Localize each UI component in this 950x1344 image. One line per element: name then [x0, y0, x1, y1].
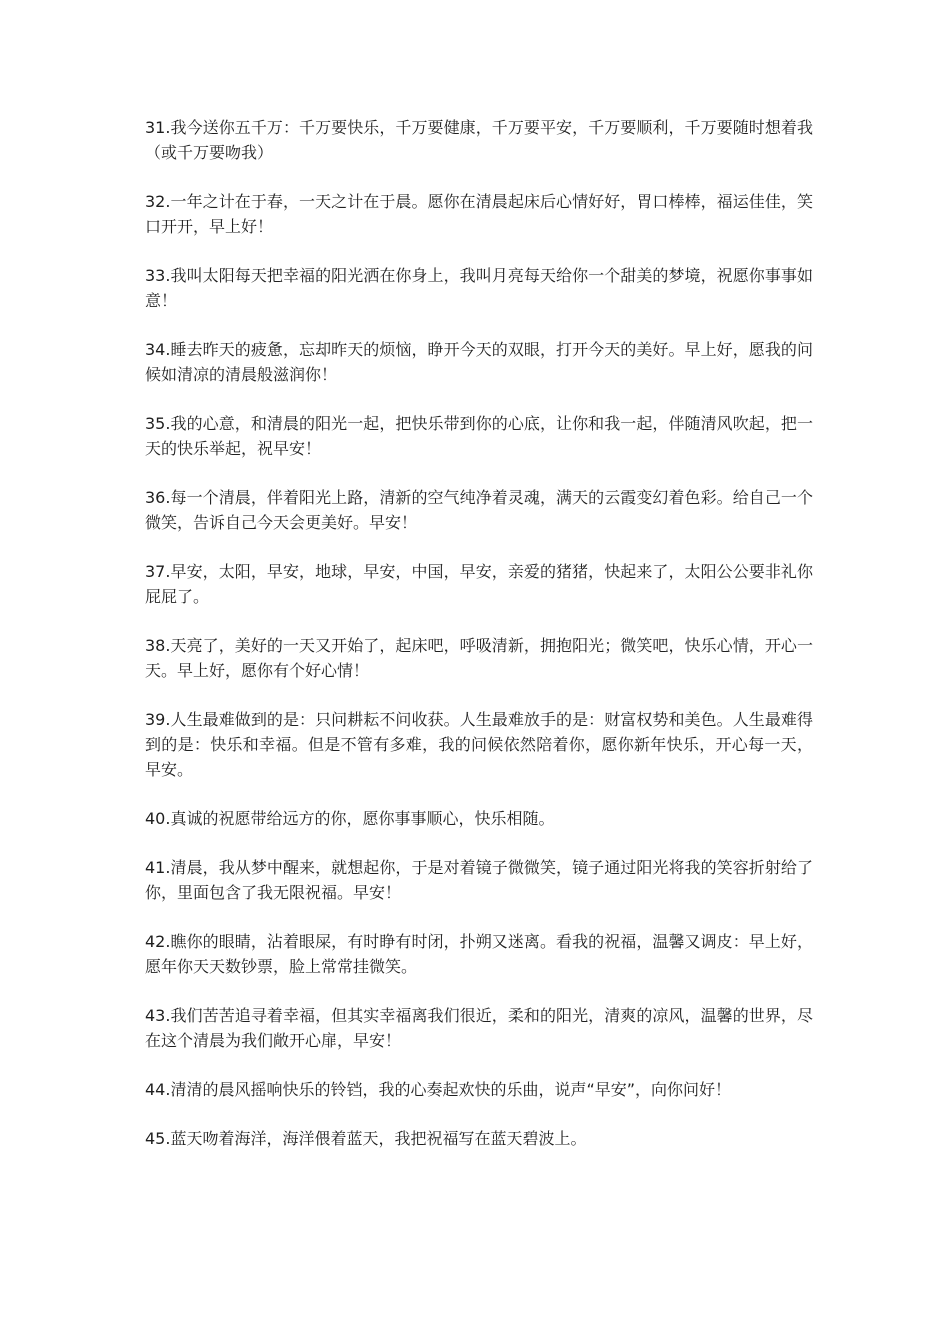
paragraph-31: 31.我今送你五千万：千万要快乐，千万要健康，千万要平安，千万要顺利，千万要随时想着我（或千万要吻我）	[145, 118, 813, 162]
paragraph-43: 43.我们苦苦追寻着幸福，但其实幸福离我们很近，柔和的阳光，清爽的凉风，温馨的世界，尽在这个清晨为我们敞开心扉，早安！	[145, 1006, 813, 1050]
paragraph-34: 34.睡去昨天的疲惫，忘却昨天的烦恼，睁开今天的双眼，打开今天的美好。早上好，愿我的问候如清凉的清晨般滋润你！	[145, 340, 813, 384]
paragraph-32: 32.一年之计在于春，一天之计在于晨。愿你在清晨起床后心情好好，胃口棒棒，福运佳佳，笑口开开，早上好！	[145, 192, 813, 236]
paragraph-38: 38.天亮了，美好的一天又开始了，起床吧，呼吸清新，拥抱阳光；微笑吧，快乐心情，开心一天。早上好，愿你有个好心情！	[145, 636, 813, 680]
paragraph-33: 33.我叫太阳每天把幸福的阳光洒在你身上，我叫月亮每天给你一个甜美的梦境，祝愿你事事如意！	[145, 266, 813, 310]
paragraph-45: 45.蓝天吻着海洋，海洋偎着蓝天，我把祝福写在蓝天碧波上。	[145, 1129, 587, 1148]
paragraph-41: 41.清晨，我从梦中醒来，就想起你，于是对着镜子微微笑，镜子通过阳光将我的笑容折射给了你，里面包含了我无限祝福。早安！	[145, 858, 813, 902]
paragraph-37: 37.早安，太阳，早安，地球，早安，中国，早安，亲爱的猪猪，快起来了，太阳公公要非礼你屁屁了。	[145, 562, 813, 606]
paragraph-40: 40.真诚的祝愿带给远方的你，愿你事事顺心，快乐相随。	[145, 809, 555, 828]
document-body	[145, 115, 813, 1175]
paragraph-36: 36.每一个清晨，伴着阳光上路，清新的空气纯净着灵魂，满天的云霞变幻着色彩。给自己一个微笑，告诉自己今天会更美好。早安！	[145, 488, 813, 532]
paragraph-39: 39.人生最难做到的是：只问耕耘不问收获。人生最难放手的是：财富权势和美色。人生最难得到的是：快乐和幸福。但是不管有多难，我的问候依然陪着你，愿你新年快乐，开心每一天，早安。	[145, 710, 813, 779]
paragraph-35: 35.我的心意，和清晨的阳光一起，把快乐带到你的心底，让你和我一起，伴随清风吹起，把一天的快乐举起，祝早安！	[145, 414, 813, 458]
paragraph-44: 44.清清的晨风摇响快乐的铃铛，我的心奏起欢快的乐曲，说声“早安”，向你问好！	[145, 1080, 732, 1099]
paragraph-42: 42.瞧你的眼睛，沾着眼屎，有时睁有时闭，扑朔又迷离。看我的祝福，温馨又调皮：早上好，愿年你天天数钞票，脸上常常挂微笑。	[145, 932, 813, 976]
